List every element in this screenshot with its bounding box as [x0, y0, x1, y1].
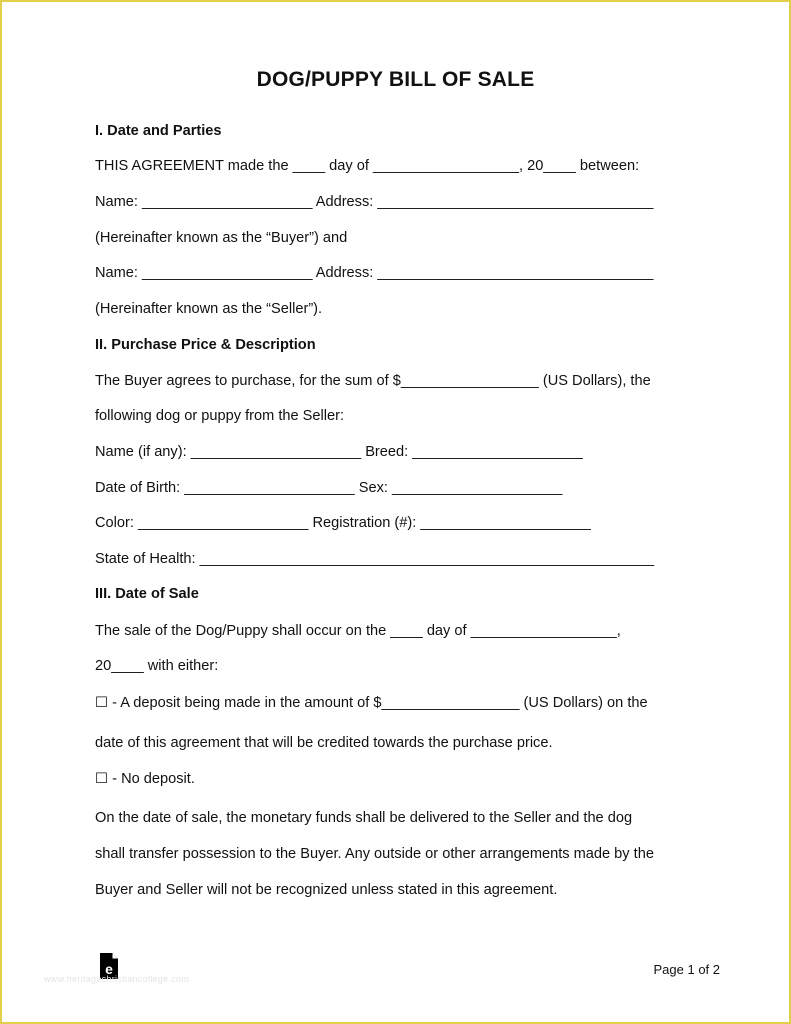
- purchase-price-line[interactable]: The Buyer agrees to purchase, for the sum of $_________________ (US Dollars), the: [95, 373, 651, 389]
- no-deposit-text: - No deposit.: [108, 771, 195, 787]
- seller-name-address-line[interactable]: Name: _____________________ Address: __________________________________: [95, 265, 654, 281]
- svg-text:e: e: [105, 961, 113, 977]
- health-line[interactable]: State of Health: ________________________________________________________: [95, 551, 655, 567]
- name-breed-line[interactable]: Name (if any): _____________________ Breed: _____________________: [95, 444, 583, 460]
- buyer-name-address-line[interactable]: Name: _____________________ Address: __________________________________: [95, 194, 654, 210]
- buyer-note: (Hereinafter known as the “Buyer”) and: [95, 230, 348, 246]
- sale-year-line[interactable]: 20____ with either:: [95, 658, 219, 674]
- no-deposit-option[interactable]: [95, 770, 195, 788]
- closing-line-3: Buyer and Seller will not be recognized unless stated in this agreement.: [95, 882, 558, 898]
- dob-sex-line[interactable]: Date of Birth: _____________________ Sex: _____________________: [95, 480, 563, 496]
- seller-note: (Hereinafter known as the “Seller”).: [95, 301, 323, 317]
- deposit-checkbox[interactable]: ☐: [95, 695, 109, 711]
- sale-date-line[interactable]: The sale of the Dog/Puppy shall occur on the ____ day of __________________,: [95, 623, 621, 639]
- closing-line-1: On the date of sale, the monetary funds shall be delivered to the Seller and the dog: [95, 810, 633, 826]
- deposit-option[interactable]: [95, 694, 648, 712]
- watermark-text: www.heritagechristiancollege.com: [44, 974, 190, 984]
- closing-line-2: shall transfer possession to the Buyer. Any outside or other arrangements made by the: [95, 846, 654, 862]
- section-heading-purchase: II. Purchase Price & Description: [95, 337, 316, 353]
- agreement-date-line[interactable]: THIS AGREEMENT made the ____ day of __________________, 20____ between:: [95, 158, 640, 174]
- section-heading-date-of-sale: III. Date of Sale: [95, 586, 199, 602]
- deposit-text: - A deposit being made in the amount of $_________________ (US Dollars) on the: [108, 695, 648, 711]
- page-number: Page 1 of 2: [653, 962, 720, 977]
- color-registration-line[interactable]: Color: _____________________ Registration (#): _____________________: [95, 515, 591, 531]
- deposit-continuation: date of this agreement that will be credited towards the purchase price.: [95, 735, 553, 751]
- purchase-line-2: following dog or puppy from the Seller:: [95, 408, 345, 424]
- no-deposit-checkbox[interactable]: ☐: [95, 771, 109, 787]
- document-title: DOG/PUPPY BILL OF SALE: [256, 68, 535, 91]
- section-heading-date-parties: I. Date and Parties: [95, 123, 222, 139]
